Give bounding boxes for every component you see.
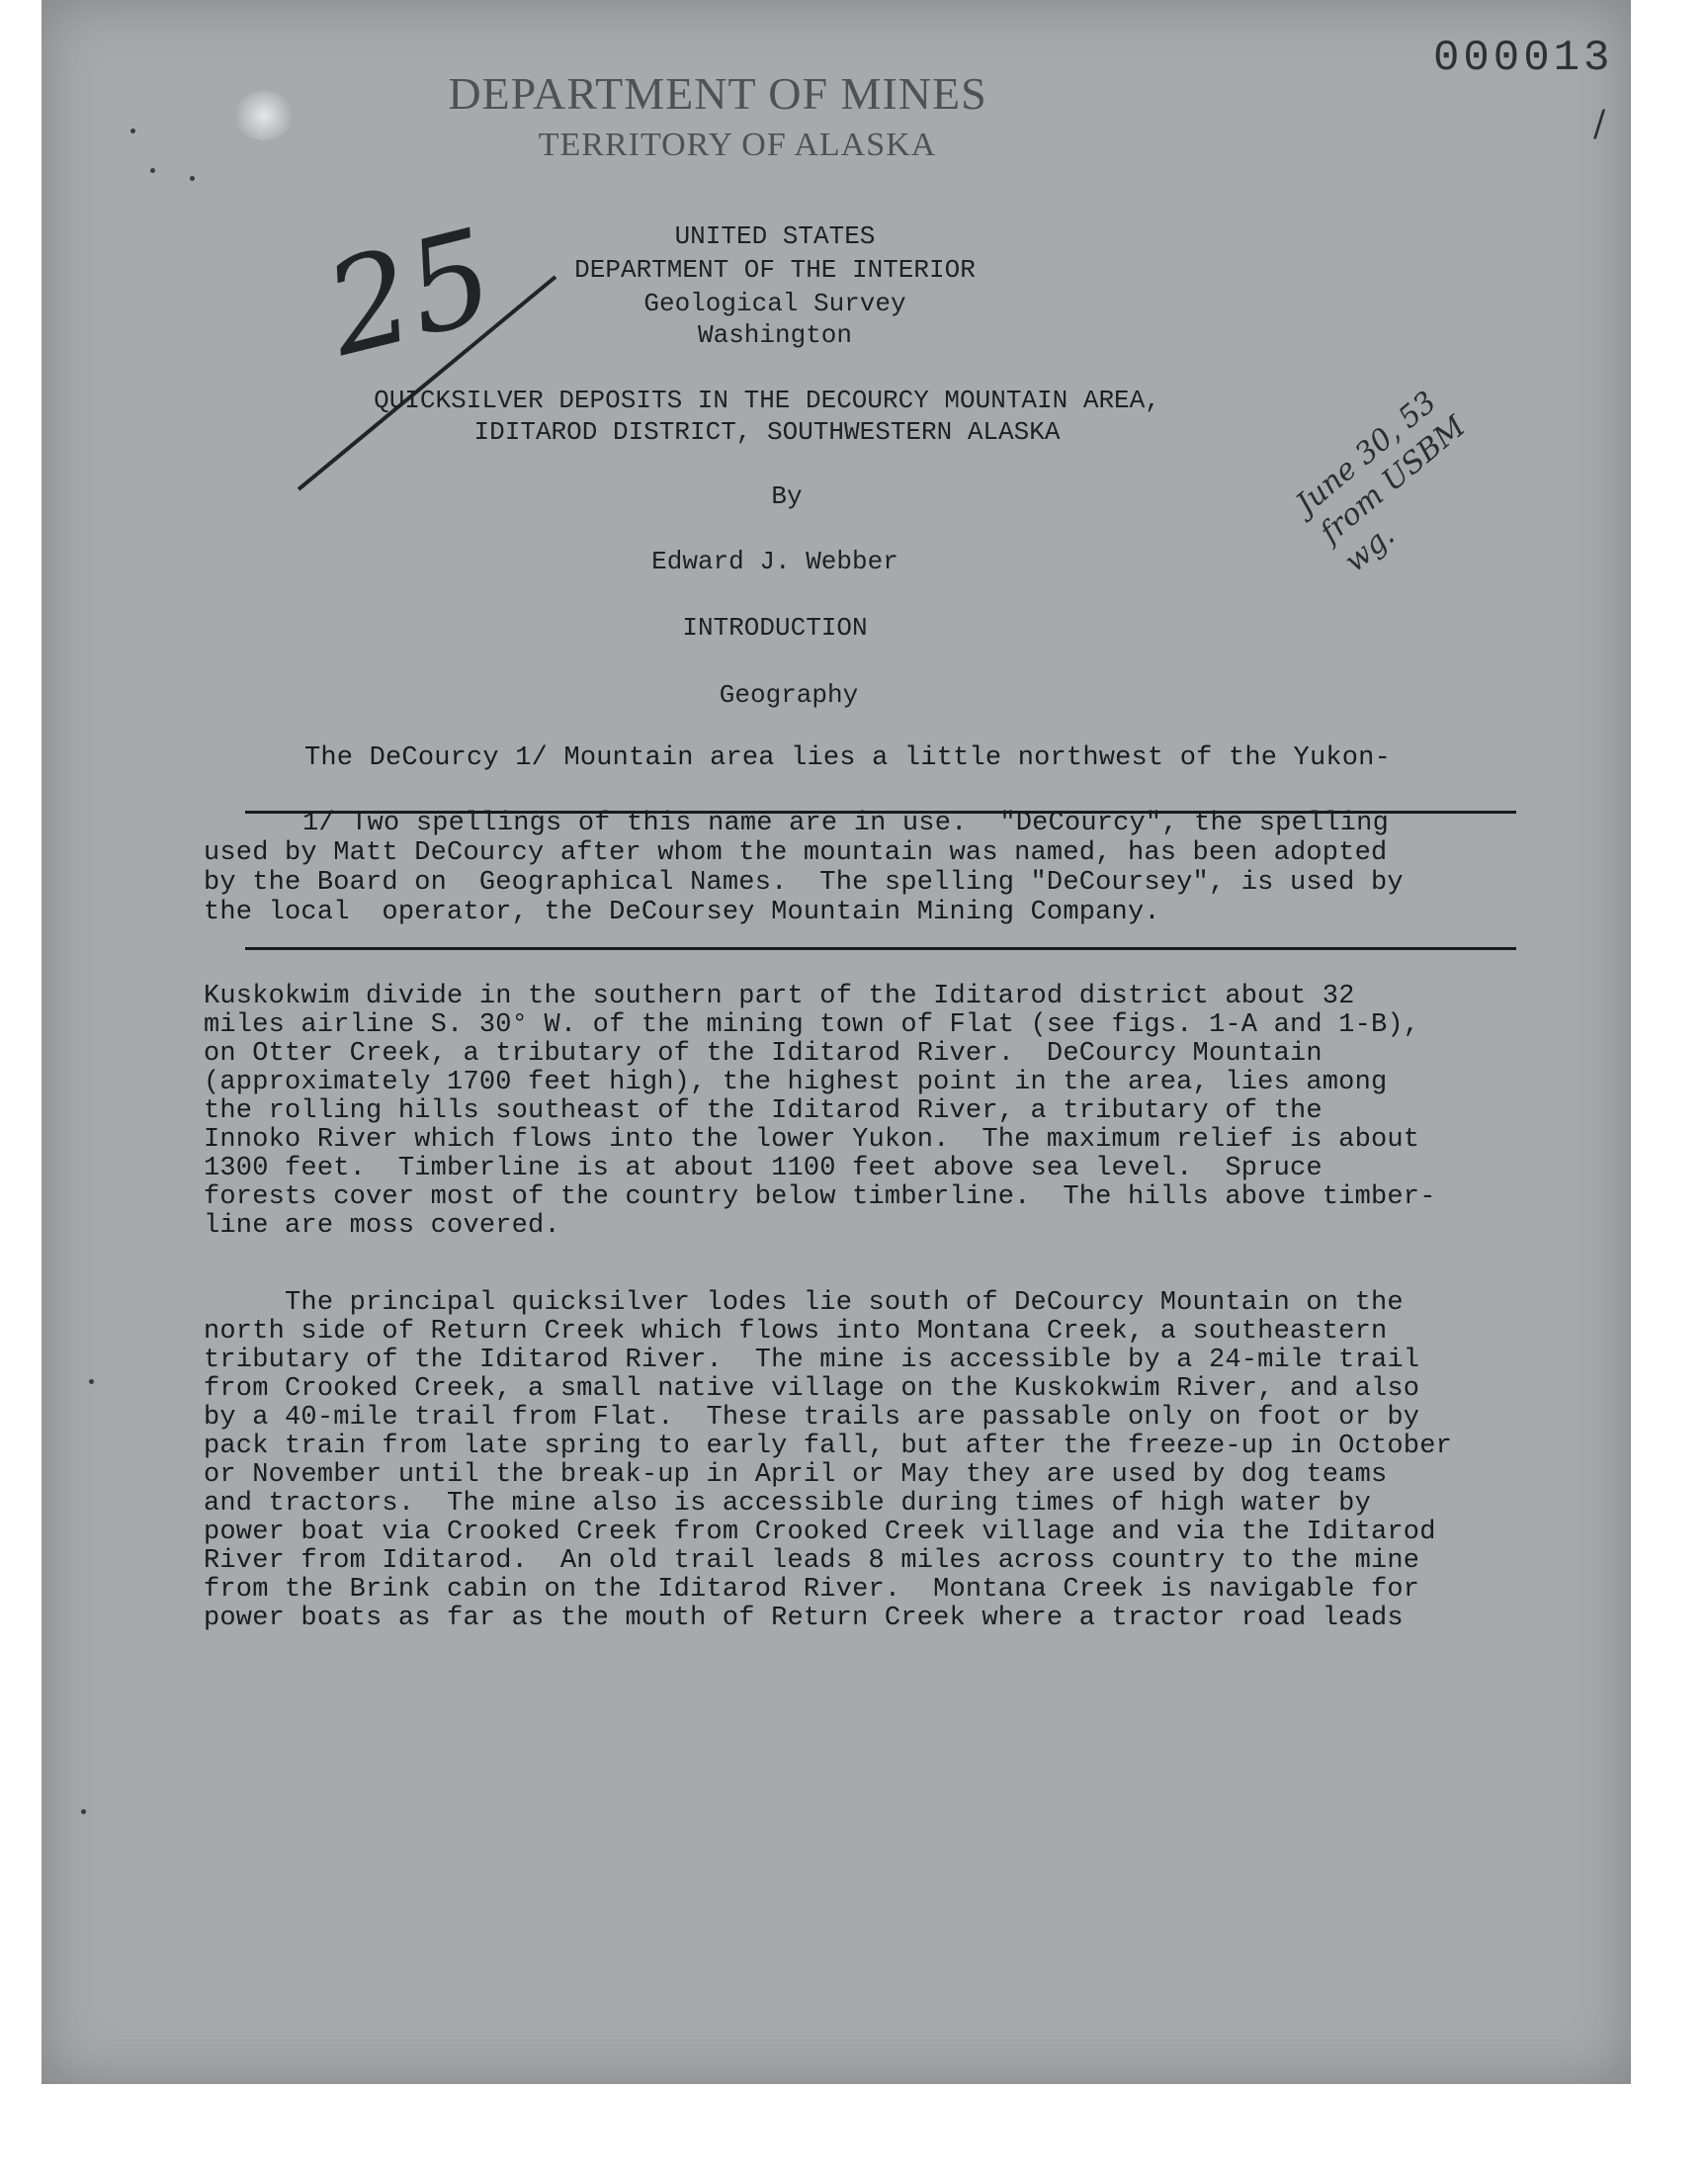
intro-line: The DeCourcy 1/ Mountain area lies a little northwest of the Yukon- (304, 743, 1391, 773)
org-line-4: Washington (697, 320, 853, 350)
org-line-2: DEPARTMENT OF THE INTERIOR (574, 255, 976, 285)
footnote-line: the local operator, the DeCoursey Mountain Mining Company. (204, 898, 1160, 927)
section-heading: INTRODUCTION (682, 613, 868, 643)
report-title-line-1: QUICKSILVER DEPOSITS IN THE DECOURCY MOUNTAIN AREA, (374, 386, 1160, 415)
paragraph-line: or November until the break-up in April or May they are used by dog teams (204, 1460, 1388, 1490)
paragraph-line: pack train from late spring to early fall, but after the freeze-up in October (204, 1432, 1453, 1461)
byline: By (771, 481, 803, 511)
speck (81, 1809, 86, 1814)
paragraph-line: tributary of the Iditarod River. The mine is accessible by a 24-mile trail (204, 1346, 1420, 1375)
paragraph-line: north side of Return Creek which flows into Montana Creek, a southeastern (204, 1317, 1388, 1347)
paragraph-line: power boats as far as the mouth of Return Creek where a tractor road leads (204, 1604, 1404, 1633)
paragraph-line: line are moss covered. (204, 1211, 560, 1241)
author-name: Edward J. Webber (651, 547, 898, 576)
org-line-1: UNITED STATES (674, 221, 876, 251)
paragraph-line: The principal quicksilver lodes lie south of DeCourcy Mountain on the (204, 1288, 1404, 1318)
paragraph-line: Innoko River which flows into the lower Yukon. The maximum relief is about (204, 1125, 1420, 1155)
footnote-rule-bottom (245, 947, 1516, 950)
handwritten-note: June 30, 53 from USBM wg. (1289, 385, 1473, 579)
paragraph-line: Kuskokwim divide in the southern part of the Iditarod district about 32 (204, 982, 1355, 1011)
document-page (42, 0, 1631, 2084)
report-title-line-2: IDITAROD DISTRICT, SOUTHWESTERN ALASKA (473, 417, 1061, 447)
paragraph-line: miles airline S. 30° W. of the mining town of Flat (see figs. 1-A and 1-B), (204, 1010, 1420, 1040)
paragraph-line: from the Brink cabin on the Iditarod River. Montana Creek is navigable for (204, 1575, 1420, 1605)
handwritten-mark: / (1593, 104, 1606, 144)
org-line-3: Geological Survey (643, 289, 906, 318)
handwritten-number: 25 (312, 200, 508, 386)
paragraph-line: power boat via Crooked Creek from Crooked Creek village and via the Iditarod (204, 1518, 1436, 1547)
stamp-territory: TERRITORY OF ALASKA (538, 127, 937, 163)
speck (190, 176, 195, 181)
footnote-line: by the Board on Geographical Names. The spelling "DeCoursey", is used by (204, 868, 1404, 898)
paragraph-line: by a 40-mile trail from Flat. These trails are passable only on foot or by (204, 1403, 1420, 1433)
paragraph-line: River from Iditarod. An old trail leads 8 miles across country to the mine (204, 1546, 1420, 1576)
speck (150, 168, 155, 173)
stamp-department: DEPARTMENT OF MINES (448, 68, 987, 119)
paragraph-line: and tractors. The mine also is accessible during times of high water by (204, 1489, 1371, 1519)
paragraph-line: the rolling hills southeast of the Iditarod River, a tributary of the (204, 1096, 1323, 1126)
speck (89, 1379, 94, 1384)
paragraph-line: (approximately 1700 feet high), the highest point in the area, lies among (204, 1068, 1388, 1097)
paragraph-line: forests cover most of the country below timberline. The hills above timber- (204, 1182, 1436, 1212)
footnote-line: used by Matt DeCourcy after whom the mountain was named, has been adopted (204, 838, 1388, 868)
subsection-heading: Geography (719, 680, 859, 710)
paragraph-line: 1300 feet. Timberline is at about 1100 feet above sea level. Spruce (204, 1154, 1323, 1183)
document-number: 000013 (1433, 34, 1614, 83)
footnote-line: 1/ Two spellings of this name are in use. "DeCourcy", the spelling (302, 809, 1389, 838)
paragraph-line: on Otter Creek, a tributary of the Iditarod River. DeCourcy Mountain (204, 1039, 1323, 1069)
paragraph-line: from Crooked Creek, a small native village on the Kuskokwim River, and also (204, 1374, 1420, 1404)
